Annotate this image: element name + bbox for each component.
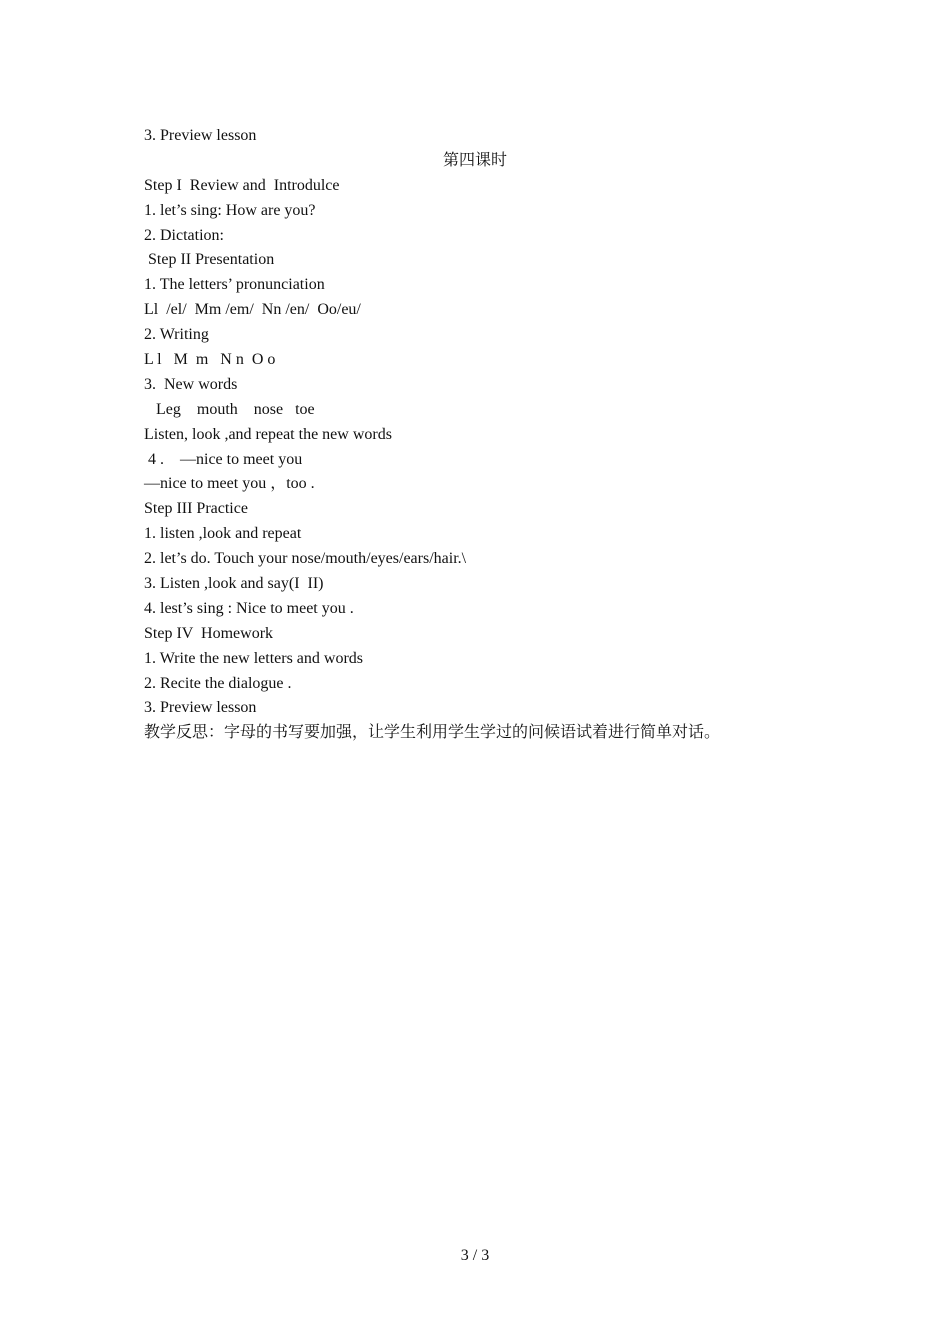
- text-line: 2. let’s do. Touch your nose/mouth/eyes/ears/hair.\: [144, 550, 467, 568]
- step-four-heading: Step IV Homework: [144, 624, 274, 642]
- text-line-preview-lesson: 3. Preview lesson: [144, 127, 257, 144]
- text-line: Ll /el/ Mm /em/ Nn /en/ Oo/eu/: [144, 301, 361, 319]
- step-three-heading: Step III Practice: [144, 500, 248, 518]
- text-line: Leg mouth nose toe: [144, 400, 315, 418]
- text-line: 1. The letters’ pronunciation: [144, 276, 325, 294]
- text-line: Listen, look ,and repeat the new words: [144, 425, 392, 443]
- text-line: 3. Listen ,look and say(I II): [144, 575, 324, 593]
- step-one-heading: Step I Review and Introdulce: [144, 176, 340, 194]
- text-line: 2. Writing: [144, 326, 209, 344]
- text-line: 4. lest’s sing : Nice to meet you .: [144, 599, 354, 617]
- teaching-reflection: 教学反思：字母的书写要加强，让学生利用学生学过的问候语试着进行简单对话。: [144, 724, 721, 742]
- document-body: [144, 124, 806, 746]
- text-line: 1. let’s sing: How are you?: [144, 201, 316, 219]
- text-line: 2. Recite the dialogue .: [144, 674, 292, 692]
- step-two-heading: Step II Presentation: [144, 251, 275, 269]
- text-line: 4 . —nice to meet you: [144, 450, 303, 468]
- text-line: 3. New words: [144, 375, 238, 393]
- text-line: 3. Preview lesson: [144, 699, 257, 717]
- text-line: 1. listen ,look and repeat: [144, 525, 302, 543]
- text-line: —nice to meet you ，too .: [144, 475, 315, 493]
- text-line: 1. Write the new letters and words: [144, 649, 363, 667]
- text-line: 2. Dictation:: [144, 226, 224, 244]
- page-number: 3 / 3: [460, 1247, 490, 1264]
- lesson-heading: 第四课时: [442, 151, 507, 169]
- text-line: L l M m N n O o: [144, 351, 276, 369]
